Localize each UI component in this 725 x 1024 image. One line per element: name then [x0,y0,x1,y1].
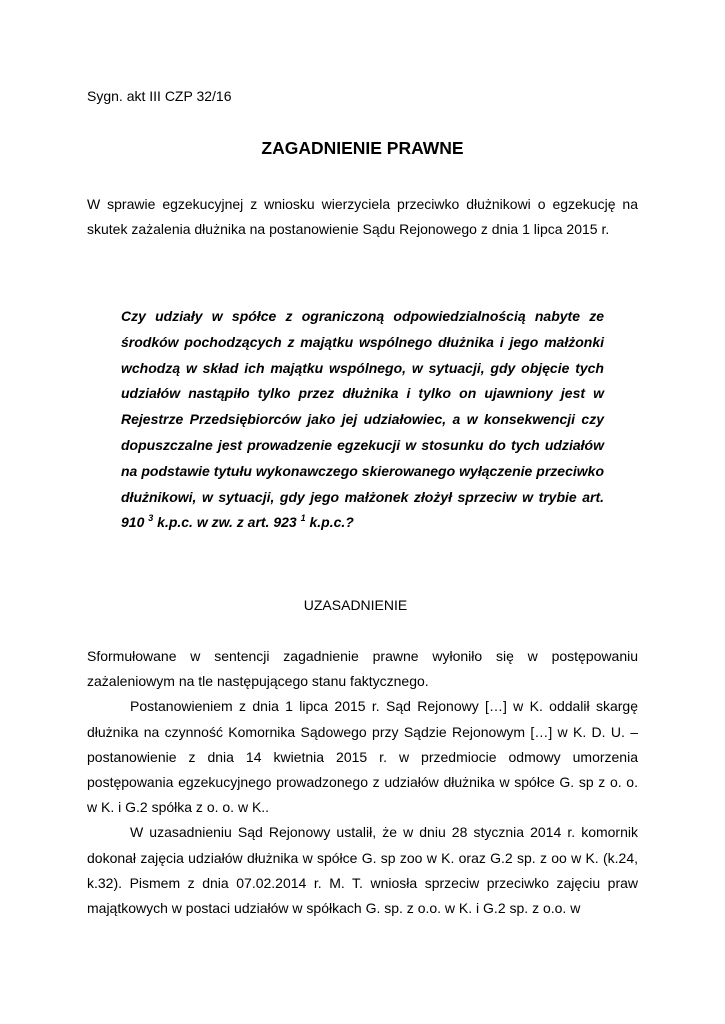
body-paragraph: Sformułowane w sentencji zagadnienie prawne wyłoniło się w postępowaniu zażaleniowym na tle następującego stanu faktycznego. [87,648,638,690]
justification-body [87,644,638,921]
superscript-1: 3 [148,513,154,524]
case-signature: Sygn. akt III CZP 32/16 [87,88,232,104]
body-paragraph: W uzasadnieniu Sąd Rejonowy ustalił, że w dniu 28 stycznia 2014 r. komornik dokonał zajęcia udziałów dłużnika w spółce G. sp zoo w K. oraz G.2 sp. z oo w K. (k.24, k.32). Pismem z dnia 07.02.2014 r. M. T. wniosła sprzeciw przeciwko zajęciu praw majątkowych w postaci udziałów w spółkach G. sp. z o.o. w K. i G.2 sp. z o.o. w [87,824,638,917]
question-text-1: Czy udziały w spółce z ograniczoną odpowiedzialnością nabyte ze środków pochodzących z majątku wspólnego dłużnika i jego małżonki wchodzą w skład ich majątku wspólnego, w sytuacji, gdy objęcie tych udziałów nastąpiło tylko przez dłużnika i tylko on ujawniony jest w Rejestrze Przedsiębiorców jako jej udziałowiec, a w konsekwencji czy dopuszczalne jest prowadzenie egzekucji w stosunku do tych udziałów na podstawie tytułu wykonawczego skierowanego wyłączenie przeciwko dłużnikowi, w sytuacji, gdy jego małżonek złożył sprzeciw w trybie art. 910 [121,308,604,531]
body-paragraph: Postanowieniem z dnia 1 lipca 2015 r. Sąd Rejonowy […] w K. oddalił skargę dłużnika na czynność Komornika Sądowego przy Sądzie Rejonowym […] w K. D. U. – postanowienie z dnia 14 kwietnia 2015 r. w przedmiocie odmowy umorzenia postępowania egzekucyjnego prowadzonego z udziałów dłużnika w spółce G. sp z o. o. w K. i G.2 spółka z o. o. w K.. [87,698,638,816]
section-heading: UZASADNIENIE [303,597,408,613]
question-text-3: k.p.c.? [305,514,354,531]
document-title: ZAGADNIENIE PRAWNE [261,138,464,158]
question-text-2: k.p.c. w zw. z art. 923 [153,514,297,531]
legal-question [121,304,604,536]
intro-paragraph: W sprawie egzekucyjnej z wniosku wierzyciela przeciwko dłużnikowi o egzekucję na skutek zażalenia dłużnika na postanowienie Sądu Rejonowego z dnia 1 lipca 2015 r. [87,196,638,237]
superscript-2: 1 [300,513,306,524]
